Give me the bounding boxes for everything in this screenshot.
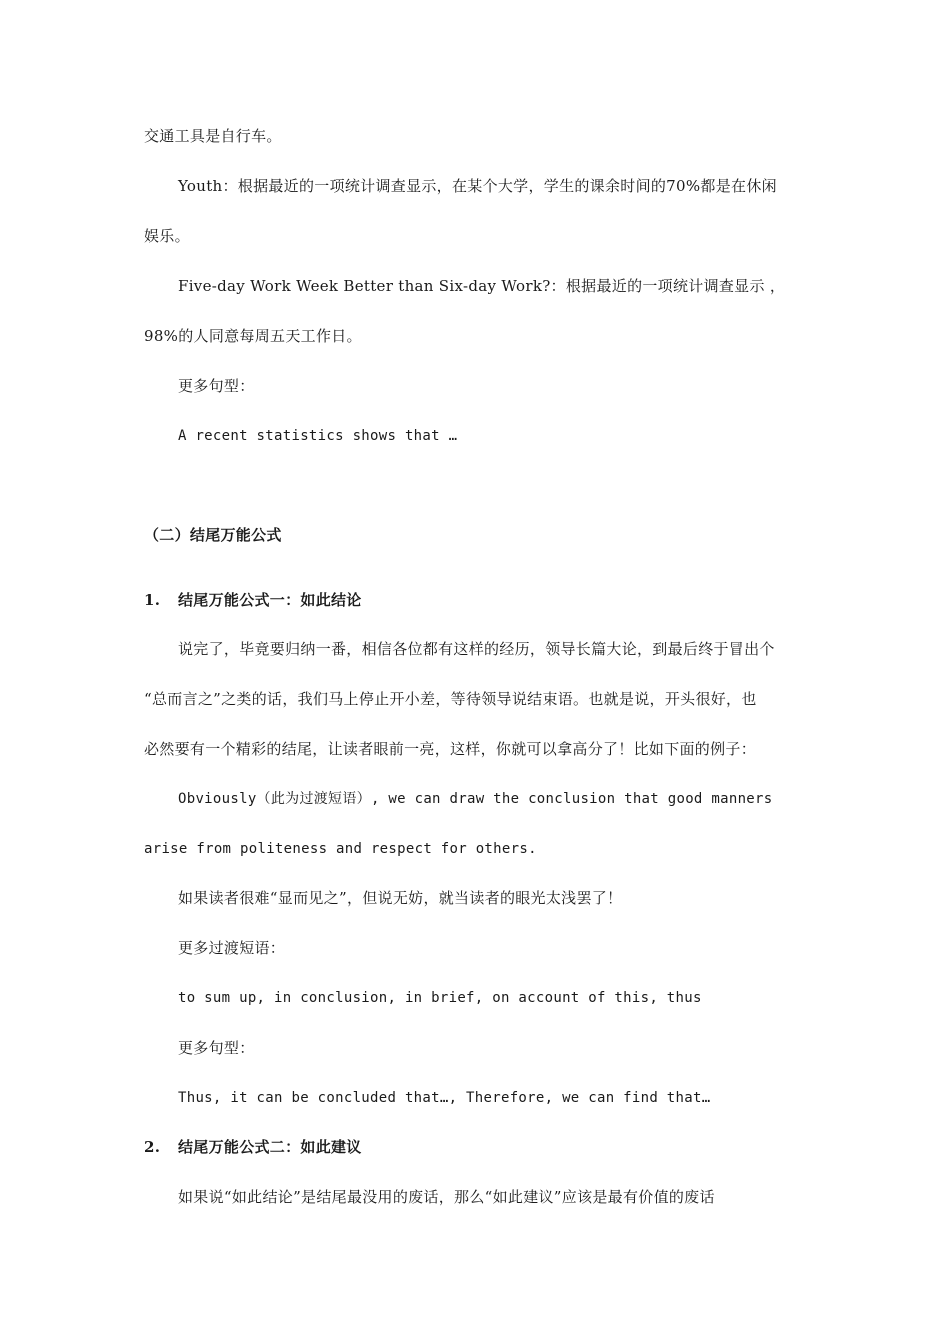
example-sentence: A recent statistics shows that …	[178, 428, 458, 444]
paragraph-line: 交通工具是自行车。	[144, 127, 282, 145]
example-sentence: arise from politeness and respect for others.	[144, 841, 537, 857]
phrase-list: to sum up, in conclusion, in brief, on account of this, thus	[178, 990, 702, 1006]
paragraph-line: Five-day Work Week Better than Six-day Work?：根据最近的一项统计调查显示 ，	[178, 277, 786, 295]
paragraph-line: 如果读者很难“显而见之”，但说无妨，就当读者的眼光太浅罢了！	[178, 889, 623, 907]
subheading-number: 2.	[144, 1138, 161, 1156]
paragraph-line: “总而言之”之类的话，我们马上停止开小差，等待领导说结束语。也就是说，开头很好，也	[144, 690, 757, 708]
paragraph-line: 98%的人同意每周五天工作日。	[144, 327, 362, 345]
paragraph-line: Youth：根据最近的一项统计调查显示，在某个大学，学生的课余时间的70%都是在休闲	[178, 177, 777, 195]
section-title: （二）结尾万能公式	[144, 526, 282, 544]
paragraph-line: 娱乐。	[144, 227, 190, 245]
paragraph-line: 如果说“如此结论”是结尾最没用的废话，那么“如此建议”应该是最有价值的废话	[178, 1188, 715, 1206]
paragraph-line: 更多过渡短语：	[178, 939, 286, 957]
paragraph-line: 更多句型：	[178, 1039, 255, 1057]
paragraph-line: 说完了，毕竟要归纳一番，相信各位都有这样的经历，领导长篇大论，到最后终于冒出个	[178, 640, 775, 658]
paragraph-line: 更多句型：	[178, 377, 255, 395]
subheading-2	[144, 1137, 362, 1157]
subheading-text: 结尾万能公式二：如此建议	[178, 1138, 362, 1156]
paragraph-line: 必然要有一个精彩的结尾，让读者眼前一亮，这样，你就可以拿高分了！比如下面的例子：	[144, 740, 757, 758]
subheading-1	[144, 590, 362, 610]
example-sentence: Obviously（此为过渡短语）, we can draw the conclusion that good manners	[178, 791, 773, 807]
subheading-number: 1.	[144, 591, 161, 609]
subheading-text: 结尾万能公式一：如此结论	[178, 591, 362, 609]
example-sentence: Thus, it can be concluded that…, Therefore, we can find that…	[178, 1090, 711, 1106]
